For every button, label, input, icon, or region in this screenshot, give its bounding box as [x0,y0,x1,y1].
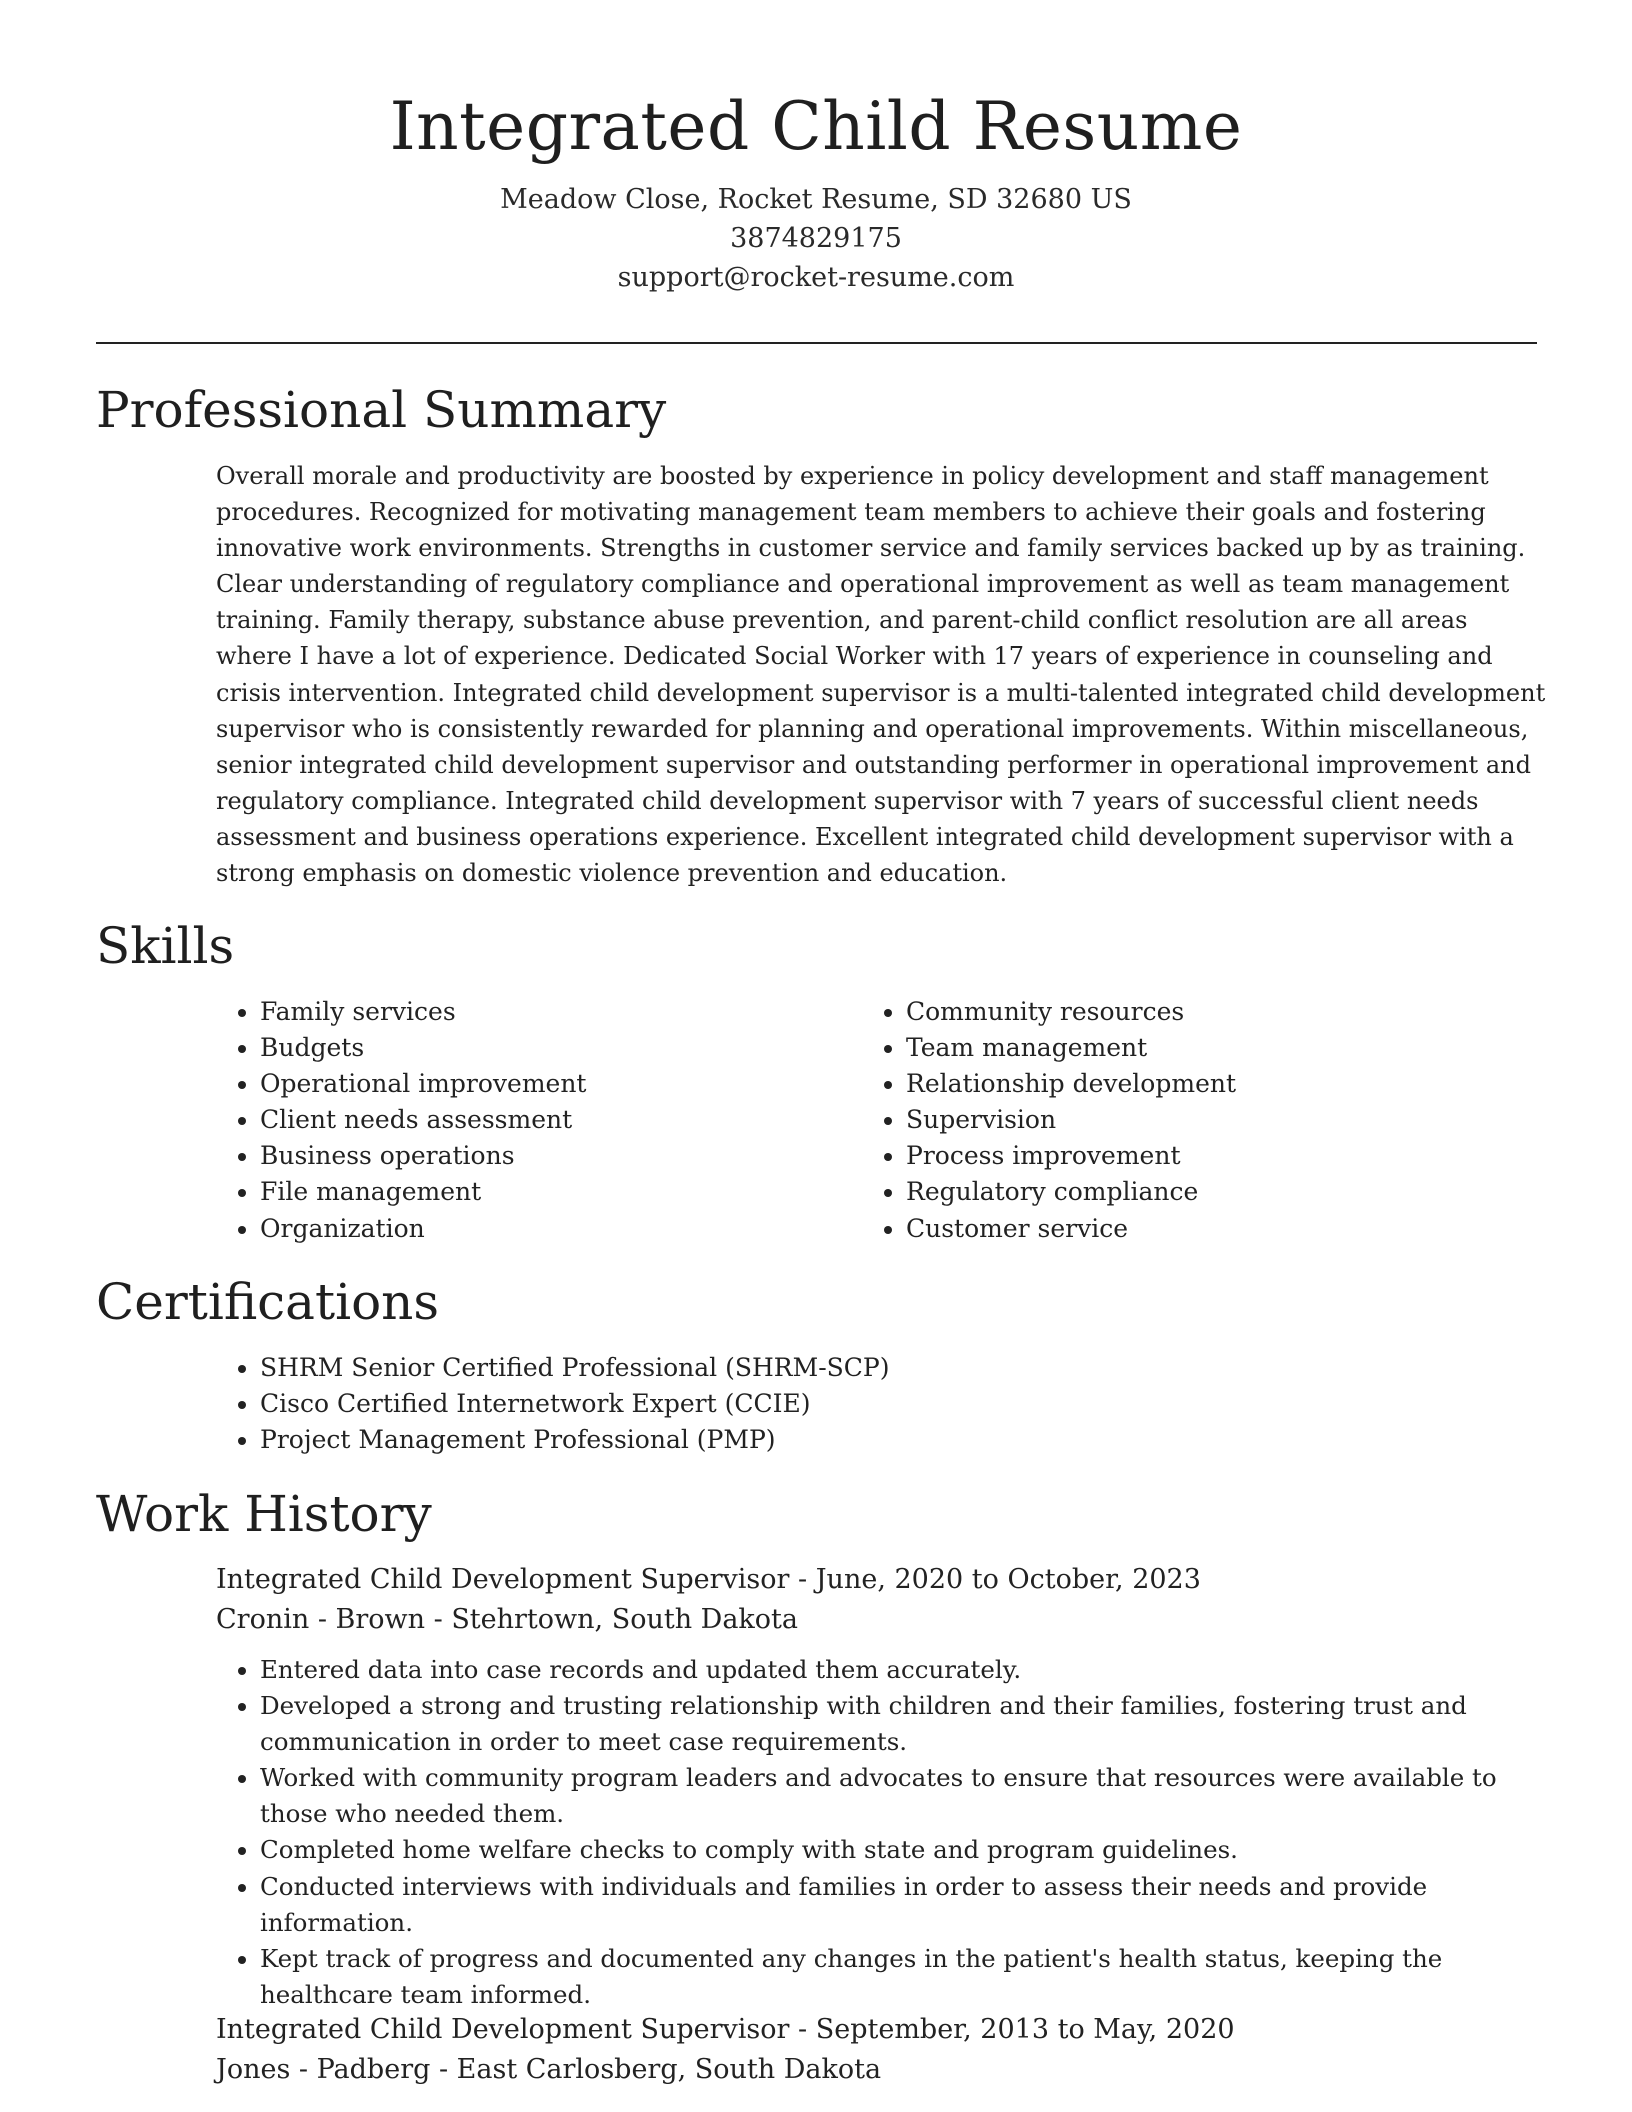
job-title-line: Integrated Child Development Supervisor - June, 2020 to October, 2023 [216,1564,1201,1595]
skills-heading: Skills [96,917,235,975]
summary-heading: Professional Summary [96,381,667,439]
skill-item: • Organization [260,1211,816,1247]
job-company-line: Cronin - Brown - Stehrtown, South Dakota [216,1604,798,1635]
certification-item: • Cisco Certified Internetwork Expert (CCIE) [260,1386,1516,1422]
skill-item: • Supervision [906,1102,1462,1138]
job-bullets [216,1652,1546,2013]
skill-item: • Operational improvement [260,1066,816,1102]
skill-item: • Client needs assessment [260,1102,816,1138]
contact-block [0,180,1632,297]
job-bullet: • Completed home welfare checks to comply with state and program guidelines. [260,1832,1546,1868]
job-title-line: Integrated Child Development Supervisor - September, 2013 to May, 2020 [216,2014,1235,2045]
skills-list-right [862,994,1462,1247]
skills-column-right [862,994,1462,1247]
certification-item: • Project Management Professional (PMP) [260,1422,1516,1458]
contact-phone: 3874829175 [730,223,902,254]
skill-item: • Regulatory compliance [906,1174,1462,1210]
resume-header [0,0,1632,297]
skill-item: • Budgets [260,1030,816,1066]
contact-email: support@rocket-resume.com [617,262,1015,293]
job-bullet: • Developed a strong and trusting relationship with children and their families, fostering trust and communication in order to meet case requirements. [260,1688,1546,1760]
job-entry [216,1560,1546,2013]
skill-item: • File management [260,1174,816,1210]
certifications-block [216,1350,1516,1458]
skill-item: • Team management [906,1030,1462,1066]
skill-item: • Relationship development [906,1066,1462,1102]
certifications-list [216,1350,1516,1458]
job-entry [216,2010,1546,2090]
certification-item: • SHRM Senior Certified Professional (SHRM-SCP) [260,1350,1516,1386]
header-divider [96,342,1537,344]
skill-item: • Process improvement [906,1138,1462,1174]
job-company-line: Jones - Padberg - East Carlosberg, South Dakota [216,2054,882,2085]
skill-item: • Family services [260,994,816,1030]
job-bullet: • Kept track of progress and documented any changes in the patient's health status, keeping the healthcare team informed. [260,1941,1546,2013]
skills-column-left [216,994,816,1247]
job-bullet: • Conducted interviews with individuals and families in order to assess their needs and provide information. [260,1869,1546,1941]
skill-item: • Community resources [906,994,1462,1030]
skill-item: • Business operations [260,1138,816,1174]
certifications-heading: Certifications [96,1273,440,1331]
job-bullet: • Entered data into case records and updated them accurately. [260,1652,1546,1688]
summary-text: Overall morale and productivity are boosted by experience in policy development and staff management procedures. Recognized for motivating management team members to achieve their goals and fostering innovative work environments. Strengths in customer service and family services backed up by as training. Clear understanding of regulatory compliance and operational improvement as well as team management training. Family therapy, substance abuse prevention, and parent-child conflict resolution are all areas where I have a lot of experience. Dedicated Social Worker with 17 years of experience in counseling and crisis intervention. Integrated child development supervisor is a multi-talented integrated child development supervisor who is consistently rewarded for planning and operational improvements. Within miscellaneous, senior integrated child development supervisor and outstanding performer in operational improvement and regulatory compliance. Integrated child development supervisor with 7 years of successful client needs assessment and business operations experience. Excellent integrated child development supervisor with a strong emphasis on domestic violence prevention and education. [216,462,1546,888]
resume-name: Integrated Child Resume [389,88,1243,165]
job-bullet: • Worked with community program leaders and advocates to ensure that resources were available to those who needed them. [260,1760,1546,1832]
skill-item: • Customer service [906,1211,1462,1247]
skills-list-left [216,994,816,1247]
work-history-heading: Work History [96,1485,432,1543]
contact-address: Meadow Close, Rocket Resume, SD 32680 US [500,184,1132,215]
